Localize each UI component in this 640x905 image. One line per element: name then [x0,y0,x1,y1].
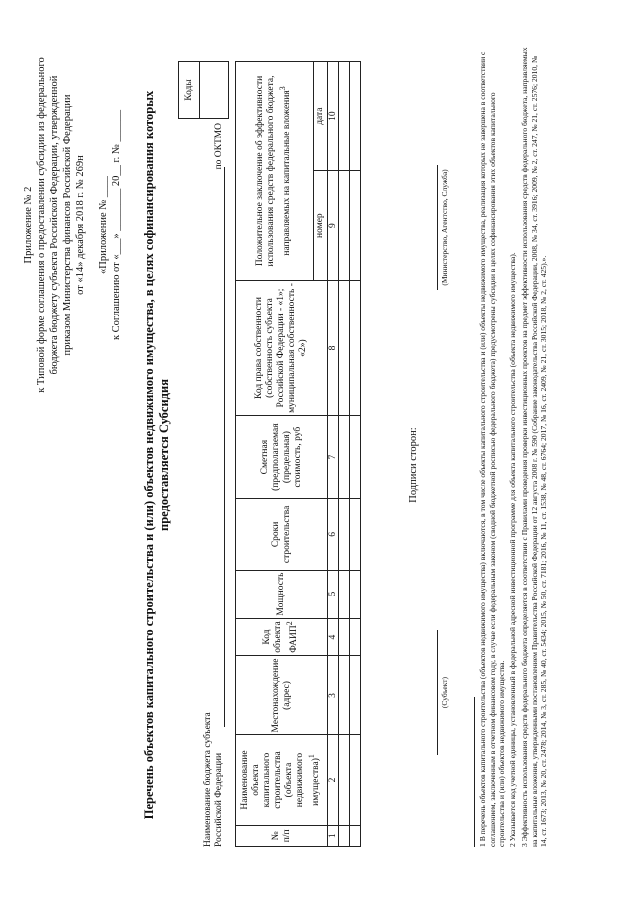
footnote-ref: 3 [278,86,288,91]
subject-signature-line [437,630,438,755]
column-number: 5 [328,570,339,618]
appendix-header [22,45,123,405]
footnote-1: 1 В перечень объектов капитального строительства (объектов недвижимого имущества) включаются, в том числе объекты капитального строительства и (или) объекты недвижимого имущества, реализация которых не завершена в соответствии с соглашением, заключенным в отчетном финансовом году, в случае если федеральным законом (сводной бюджетной росписью федерального бюджета) предусмотрены субсидии в целях софинансирования этих объектов капитального строительства и (или) объектов недвижимого имущества. [478,51,506,847]
oktmo-label: по ОКТМО [214,123,224,170]
table-row [350,62,361,847]
annex-number: «Приложение № ____ [98,176,109,274]
column-number: 3 [328,656,339,735]
appendix-line: Приложение № 2 [23,186,34,264]
budget-name-label: Российской Федерации [214,752,224,847]
column-number: 4 [328,618,339,656]
appendix-line: приказом Министерства финансов Российской Федерации [62,94,73,356]
footnote-separator [474,697,475,847]
header-number: № п/п [236,825,328,846]
column-number: 8 [328,280,339,415]
header-object-name-text: Наименование объекта капитального строительства (объекта недвижимого имущества) [240,750,322,810]
column-number: 9 [328,171,339,281]
header-estimated-cost: Сметная (предполагаемая (предельная) стоимость, руб [236,416,328,499]
header-conclusion-date: дата [314,62,328,171]
header-object-name [236,735,328,825]
column-number: 1 [328,825,339,846]
footnote-ref: 2 [285,621,295,626]
appendix-line: бюджета бюджету субъекта Российской Федерации, утвержденной [49,75,60,375]
oktmo-code-cell [200,62,229,119]
header-construction-terms: Сроки строительства [236,499,328,570]
footnote-ref: 1 [307,754,317,759]
header-ownership-code: Код права собственности (собственность субъекта Российской Федерации - «1»; муниципальная собственность - «2») [236,280,328,415]
budget-name-underline [224,167,225,727]
header-faip-text: Код объекта ФАИП [262,621,300,653]
appendix-line: от «14» декабря 2018 г. № 269н [75,155,86,295]
column-number: 2 [328,735,339,825]
column-number: 6 [328,499,339,570]
agreement-reference: к Соглашению от «___» ________ 20__ г. № ______ [111,109,122,341]
header-efficiency-conclusion [236,62,314,281]
subject-signature-caption: (Субъект) [440,676,449,709]
column-number: 10 [328,62,339,171]
column-numbers-row [328,62,339,847]
objects-table [235,61,361,847]
header-faip-code [236,618,328,656]
budget-name-label: Наименование бюджета субъекта [203,712,213,847]
header-location: Местонахождение (адрес) [236,656,328,735]
ministry-signature-caption: (Министерство, Агентство, Служба) [440,169,449,286]
footnote-2: 2 Указывается код учетной единицы, установленный в федеральной адресной инвестиционной программе для объекта капитального строительства (объекта недвижимого имущества). [508,252,517,847]
header-conclusion-text: Положительное заключение об эффективности использования средств федерального бюджета, направляемых на капитальные вложения [255,75,293,267]
signatures-caption: Подписи сторон: [408,427,419,503]
document-title: Перечень объектов капитального строительства и (или) объектов недвижимого имущества, в целях софинансирования которых предоставляется Субсидия [142,90,171,820]
table-row [339,62,350,847]
appendix-line: к Типовой форме соглашения о предоставлении субсидии из федерального [36,57,47,393]
codes-box [178,61,229,119]
footnote-3: 3 Эффективность использования средств федерального бюджета определяется в соответствии с Правилами проведения проверки инвестиционных проектов на предмет эффективности использования средств федерального бюджета, направляемых на капитальные вложения, утвержденными постановлением Правительства Российской Федерации от 12 августа 2008 г. № 590 (Собрание законодательства Российской Федерации, 2008, № 34, ст. 3916; 2009, № 2, ст. 247, № 21, ст. 2576; 2010, № 14, ст. 1673; 2013, № 20, ст. 2478; 2014, № 3, ст. 285, № 40, ст. 5434; 2015, № 50, ст. 7181; 2016, № 11, ст. 1538, № 48, ст. 6764; 2017, № 16, ст. 2409, № 21, ст. 3015; 2018, № 2, ст. 425).». [520,47,548,847]
header-conclusion-number: номер [314,171,328,281]
codes-header: Коды [179,62,200,119]
ministry-signature-line [437,165,438,290]
column-number: 7 [328,416,339,499]
header-capacity: Мощность [236,570,328,618]
